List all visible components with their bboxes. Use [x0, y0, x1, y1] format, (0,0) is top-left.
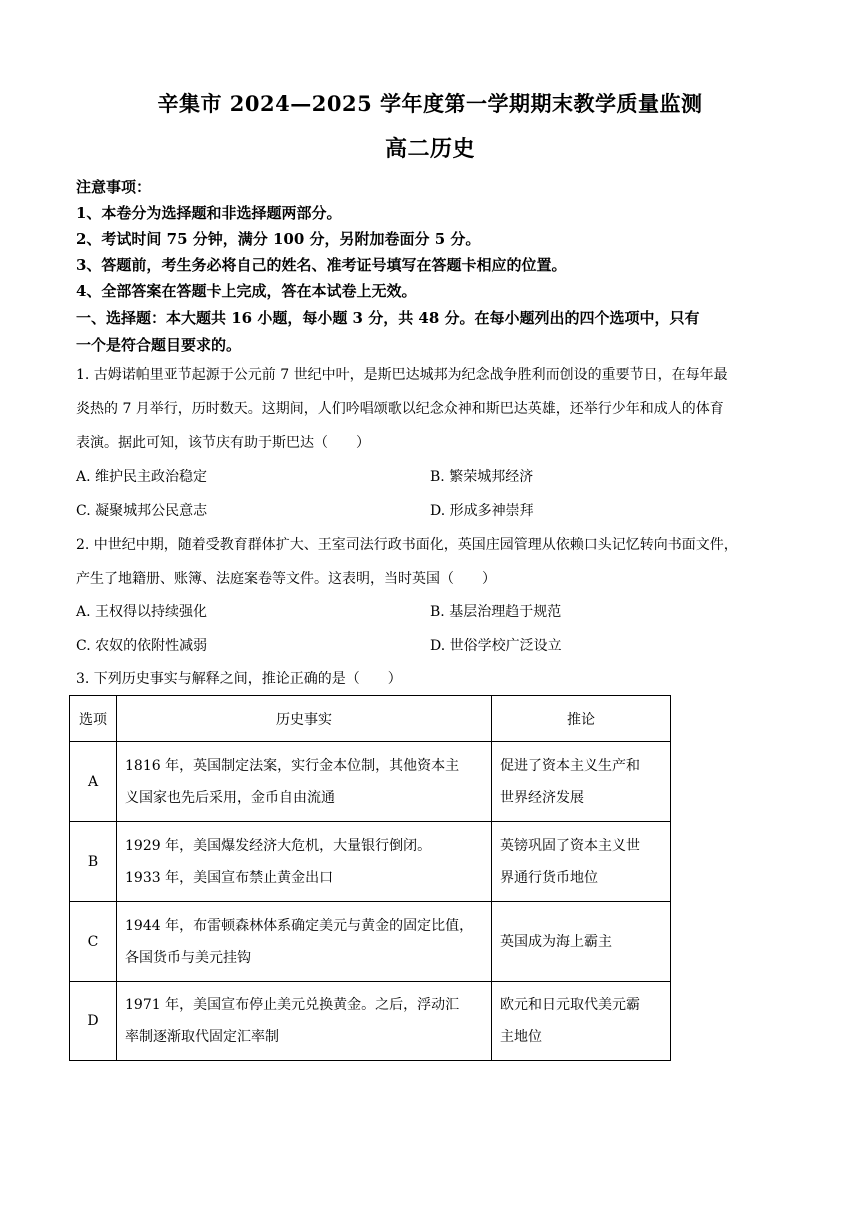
notice-item: 3、答题前，考生务必将自己的姓名、准考证号填写在答题卡相应的位置。: [76, 256, 567, 274]
inference-line: 欧元和日元取代美元霸: [500, 997, 640, 1013]
fact-line: 1944 年，布雷顿森林体系确定美元与黄金的固定比值，: [125, 917, 474, 934]
fact-line: 义国家也先后采用，金币自由流通: [125, 789, 335, 806]
question-3-text: 3. 下列历史事实与解释之间，推论正确的是（ ）: [76, 671, 402, 687]
question-1-option-d[interactable]: D. 形成多神崇拜: [430, 503, 534, 519]
question-1-text: 表演。据此可知，该节庆有助于斯巴达（ ）: [76, 435, 370, 451]
table-cell-option: D: [70, 982, 117, 1061]
table-row: [70, 982, 671, 1061]
question-2-text: 2. 中世纪中期，随着受教育群体扩大、王室司法行政书面化，英国庄园管理从依赖口头记忆转向书面文件，: [76, 537, 738, 553]
question-1-option-a[interactable]: A. 维护民主政治稳定: [76, 469, 208, 485]
table-cell-inference: [492, 822, 671, 902]
fact-line: 1933 年，美国宣布禁止黄金出口: [125, 869, 334, 886]
table-cell-fact: [117, 822, 492, 902]
exam-subtitle: 高二历史: [384, 136, 475, 162]
question-2-option-b[interactable]: B. 基层治理趋于规范: [430, 604, 562, 620]
table-cell-option: C: [70, 902, 117, 982]
notice-item: 2、考试时间 75 分钟，满分 100 分，另附加卷面分 5 分。: [76, 230, 481, 248]
inference-line: 世界经济发展: [500, 789, 584, 806]
fact-line: 1816 年，英国制定法案，实行金本位制，其他资本主: [125, 757, 460, 774]
question-2-text: 产生了地籍册、账簿、法庭案卷等文件。这表明，当时英国（ ）: [76, 571, 496, 587]
notice-item: 1、本卷分为选择题和非选择题两部分。: [76, 204, 342, 222]
question-2-option-d[interactable]: D. 世俗学校广泛设立: [430, 638, 562, 654]
table-header-inference: 推论: [492, 696, 671, 742]
fact-line: 1929 年，美国爆发经济大危机，大量银行倒闭。: [125, 837, 432, 854]
section-heading: 一、选择题：本大题共 16 小题，每小题 3 分，共 48 分。在每小题列出的四个选项中，只有: [76, 309, 700, 327]
question-2-option-c[interactable]: C. 农奴的依附性减弱: [76, 638, 208, 654]
table-header-row: [70, 696, 671, 742]
inference-line: 主地位: [500, 1029, 542, 1045]
notice-item: 4、全部答案在答题卡上完成，答在本试卷上无效。: [76, 282, 417, 300]
fact-line: 率制逐渐取代固定汇率制: [125, 1029, 279, 1045]
question-1-option-c[interactable]: C. 凝聚城邦公民意志: [76, 503, 208, 519]
section-heading-cont: 一个是符合题目要求的。: [76, 336, 242, 354]
table-cell-fact: [117, 982, 492, 1061]
table-row: [70, 742, 671, 822]
table-cell-fact: [117, 742, 492, 822]
table-cell-inference: [492, 742, 671, 822]
question-2-option-a[interactable]: A. 王权得以持续强化: [76, 604, 208, 620]
fact-line: 各国货币与美元挂钩: [125, 949, 251, 966]
inference-line: 促进了资本主义生产和: [500, 757, 640, 774]
table-row: [70, 902, 671, 982]
notice-heading: 注意事项：: [76, 178, 152, 196]
table-cell-option: B: [70, 822, 117, 902]
fact-line: 1971 年，美国宣布停止美元兑换黄金。之后，浮动汇: [125, 997, 460, 1013]
table-cell-inference: [492, 902, 671, 982]
inference-line: 界通行货币地位: [500, 869, 598, 886]
question-1-option-b[interactable]: B. 繁荣城邦经济: [430, 469, 534, 485]
table-header-fact: 历史事实: [117, 696, 492, 742]
exam-title: 辛集市 2024—2025 学年度第一学期期末教学质量监测: [157, 91, 703, 116]
table-cell-fact: [117, 902, 492, 982]
question-3-table: [69, 695, 671, 1061]
inference-line: 英镑巩固了资本主义世: [500, 837, 640, 854]
table-header-option: 选项: [70, 696, 117, 742]
question-1-text: 炎热的 7 月举行，历时数天。这期间，人们吟唱颂歌以纪念众神和斯巴达英雄，还举行少年和成人的体育: [76, 401, 724, 417]
table-cell-option: A: [70, 742, 117, 822]
table-cell-inference: [492, 982, 671, 1061]
table-row: [70, 822, 671, 902]
inference-line: 英国成为海上霸主: [500, 933, 612, 950]
question-1-text: 1. 古姆诺帕里亚节起源于公元前 7 世纪中叶，是斯巴达城邦为纪念战争胜利而创设的重要节日，在每年最: [76, 367, 728, 383]
